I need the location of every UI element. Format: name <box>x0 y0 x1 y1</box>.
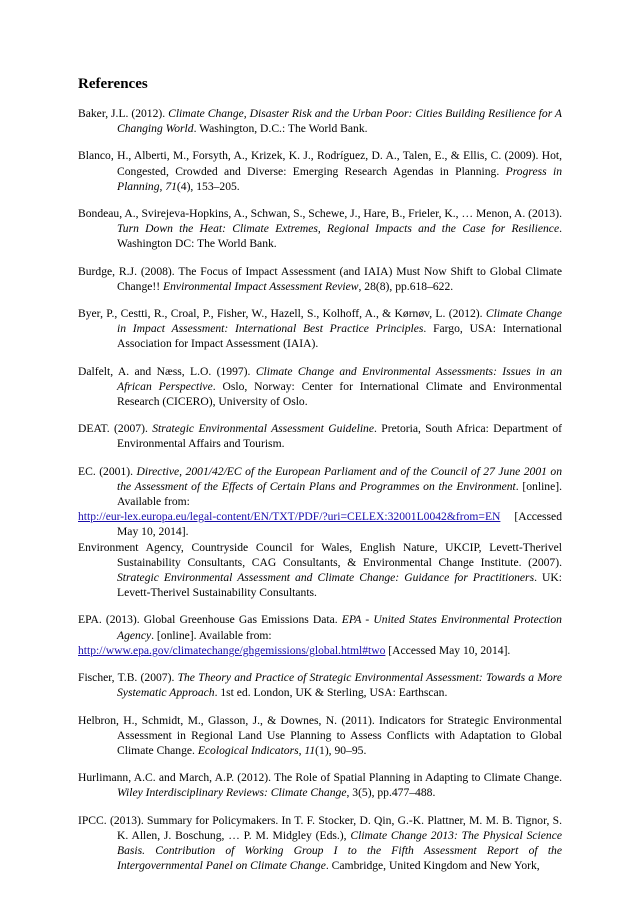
reference-epa-link-line: http://www.epa.gov/climatechange/ghgemissions/global.html#two [Accessed May 10, 2014]. <box>78 643 511 657</box>
reference-environment-agency: Environment Agency, Countryside Council for Wales, English Nature, UKCIP, Levett-Therivel Sustainability Consultants, CAG Consultants, & Environmental Change Institute. (2007). Strategic Environmental Assessment and Climate Change: Guidance for Practitioners. UK: Levett-Therivel Sustainability Consultants. <box>78 540 562 600</box>
ec-directive-link[interactable]: http://eur-lex.europa.eu/legal-content/EN/TXT/PDF/?uri=CELEX:32001L0042&from=EN <box>78 510 501 524</box>
epa-data-link[interactable]: http://www.epa.gov/climatechange/ghgemissions/global.html#two <box>78 643 386 657</box>
reference-helbron: Helbron, H., Schmidt, M., Glasson, J., & Downes, N. (2011). Indicators for Strategic Environmental Assessment in Regional Land Use Planning to Assess Conflicts with Adaptation to Global Climate Change. Ecological Indicators, 11(1), 90–95. <box>78 713 562 757</box>
reference-fischer: Fischer, T.B. (2007). The Theory and Practice of Strategic Environmental Assessment: Towards a More Systematic Approach. 1st ed. London, UK & Sterling, USA: Earthscan. <box>78 671 562 700</box>
reference-ec: EC. (2001). Directive, 2001/42/EC of the European Parliament and of the Council of 27 June 2001 on the Assessment of the Effects of Certain Plans and Programmes on the Environment. [online]. Available from: <box>78 464 562 509</box>
references-heading: References <box>78 76 148 92</box>
reference-epa: EPA. (2013). Global Greenhouse Gas Emissions Data. EPA - United States Environmental Protection Agency. [online]. Available from: <box>78 613 562 642</box>
reference-bondeau: Bondeau, A., Svirejeva-Hopkins, A., Schwan, S., Schewe, J., Hare, B., Frieler, K., … Menon, A. (2013). Turn Down the Heat: Climate Extremes, Regional Impacts and the Case for Resilience. Washington DC: The World Bank. <box>78 207 562 251</box>
reference-burdge: Burdge, R.J. (2008). The Focus of Impact Assessment (and IAIA) Must Now Shift to Global Climate Change!! Environmental Impact Assessment Review, 28(8), pp.618–622. <box>78 264 562 293</box>
reference-deat: DEAT. (2007). Strategic Environmental Assessment Guideline. Pretoria, South Africa: Department of Environmental Affairs and Tourism. <box>78 422 562 451</box>
reference-baker: Baker, J.L. (2012). Climate Change, Disaster Risk and the Urban Poor: Cities Building Resilience for A Changing World. Washington, D.C.: The World Bank. <box>78 107 562 136</box>
reference-ipcc: IPCC. (2013). Summary for Policymakers. In T. F. Stocker, D. Qin, G.-K. Plattner, M. M. B. Tignor, S. K. Allen, J. Boschung, … P. M. Midgley (Eds.), Climate Change 2013: The Physical Science Basis. Contribution of Working Group I to the Fifth Assessment Report of the Intergovernmental Panel on Climate Change. Cambridge, United Kingdom and New York, <box>78 813 562 873</box>
reference-dalfelt: Dalfelt, A. and Næss, L.O. (1997). Climate Change and Environmental Assessments: Issues in an African Perspective. Oslo, Norway: Center for International Climate and Environmental Research (CICERO), University of Oslo. <box>78 364 563 409</box>
reference-hurlimann: Hurlimann, A.C. and March, A.P. (2012). The Role of Spatial Planning in Adapting to Climate Change. Wiley Interdisciplinary Reviews: Climate Change, 3(5), pp.477–488. <box>78 771 562 800</box>
reference-ec-link-line: http://eur-lex.europa.eu/legal-content/EN/TXT/PDF/?uri=CELEX:32001L0042&from=EN [Accessed May 10, 2014]. <box>78 510 562 539</box>
reference-blanco: Blanco, H., Alberti, M., Forsyth, A., Krizek, K. J., Rodríguez, D. A., Talen, E., & Ellis, C. (2009). Hot, Congested, Crowded and Diverse: Emerging Research Agendas in Planning. Progress in Planning, 71(4), 153–205. <box>78 149 562 193</box>
reference-byer: Byer, P., Cestti, R., Croal, P., Fisher, W., Hazell, S., Kolhoff, A., & Kørnøv, L. (2012). Climate Change in Impact Assessment: International Best Practice Principles. Fargo, USA: International Association for Impact Assessment (IAIA). <box>78 307 562 351</box>
reference-list <box>78 106 562 873</box>
